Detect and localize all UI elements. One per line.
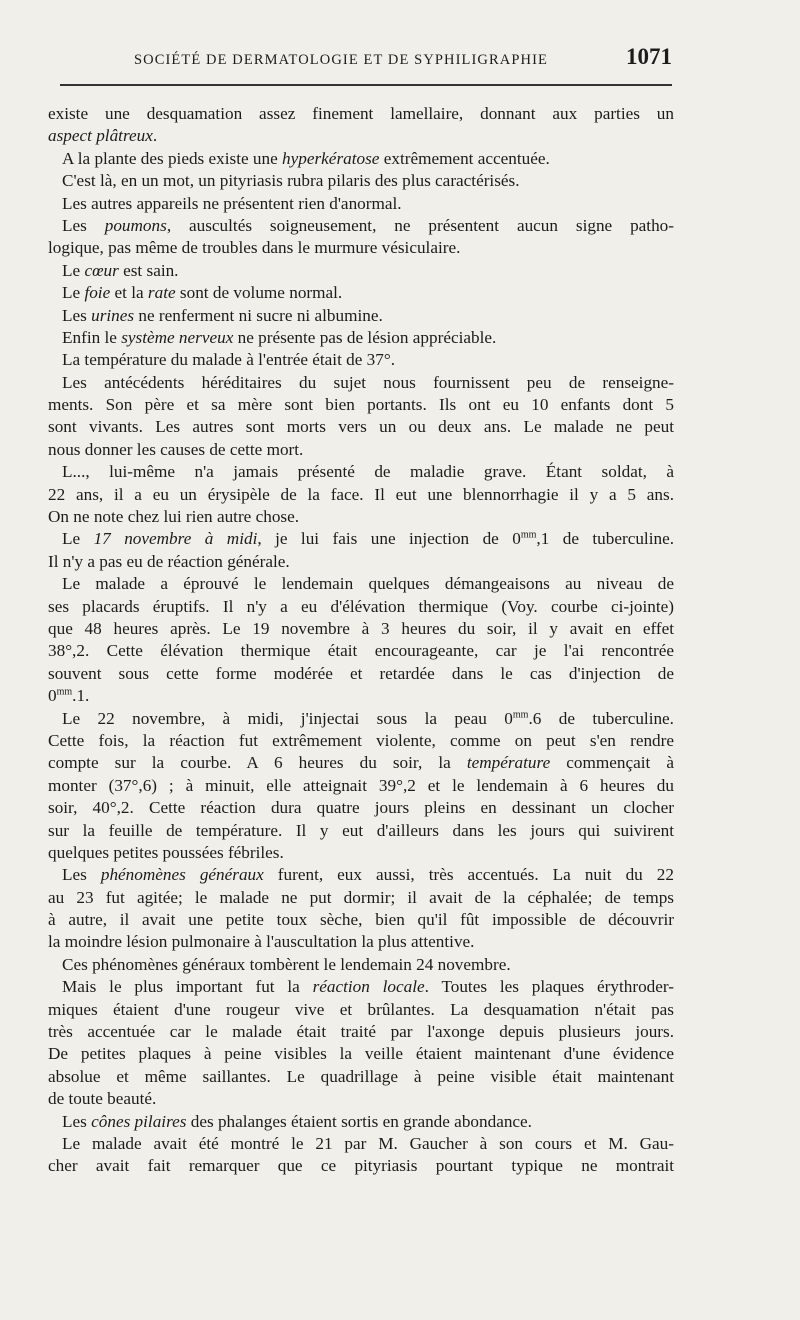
text-line	[48, 887, 674, 909]
text-segment: Les	[62, 305, 92, 325]
text-segment: soir, 40°,2. Cette réaction dura quatre jours pleins en dessinant un clocher	[48, 798, 674, 818]
text-segment: La température du malade à l'entrée était de 37°.	[62, 350, 396, 370]
text-segment: que 48 heures après. Le 19 novembre à 3 heures du soir, il y avait en effet	[48, 618, 674, 638]
text-segment: Le malade a éprouvé le lendemain quelques démangeaisons au niveau de	[62, 574, 674, 594]
italic-text: cônes pilaires	[91, 1111, 187, 1131]
text-segment: Les	[62, 865, 101, 885]
italic-text: réaction locale	[312, 977, 425, 997]
text-segment: Enfin le	[62, 327, 122, 347]
italic-text: hyperkératose	[282, 148, 380, 168]
text-segment: Le	[62, 260, 85, 280]
text-segment: De petites plaques à peine visibles la veille étaient maintenant d'une évidence	[48, 1044, 674, 1064]
text-segment: 38°,2. Cette élévation thermique était encourageante, car je l'ai rencontrée	[48, 641, 674, 661]
text-segment: Le	[62, 529, 94, 549]
text-segment: ments. Son père et sa mère sont bien portants. Ils ont eu 10 enfants dont 5	[48, 395, 674, 415]
text-line	[48, 461, 674, 483]
text-segment: L..., lui-même n'a jamais présenté de maladie grave. Étant soldat, à	[62, 462, 674, 482]
text-line	[48, 1155, 674, 1177]
text-line	[48, 372, 674, 394]
text-line	[48, 1111, 674, 1133]
text-segment: est sain.	[118, 260, 179, 280]
text-line	[48, 1088, 674, 1110]
text-line	[48, 148, 674, 170]
superscript-text: mm	[56, 686, 73, 698]
italic-text: foie	[84, 283, 111, 303]
text-line	[48, 842, 674, 864]
text-line	[48, 864, 674, 886]
text-line	[48, 999, 674, 1021]
text-line	[48, 708, 674, 730]
text-segment: .6 de tuberculine.	[528, 708, 674, 728]
text-segment: ne renferment ni sucre ni albumine.	[134, 305, 383, 325]
text-segment: miques étaient d'une rougeur vive et brûlantes. La desquamation n'était pas	[48, 999, 674, 1019]
text-line	[48, 215, 674, 237]
text-segment: compte sur la courbe. A 6 heures du soir, la	[48, 753, 467, 773]
text-line	[48, 663, 674, 685]
text-line	[48, 1043, 674, 1065]
text-segment: A la plante des pieds existe une	[62, 148, 283, 168]
text-segment: absolue et même saillantes. Le quadrillage à peine visible était maintenant	[48, 1066, 674, 1086]
text-segment: ne présente pas de lésion appréciable.	[233, 327, 497, 347]
text-segment: , je lui fais une injection de 0	[257, 529, 521, 549]
text-segment: Le malade avait été montré le 21 par M. Gaucher à son cours et M. Gau-	[62, 1133, 674, 1153]
text-segment: sur la feuille de température. Il y eut d'ailleurs dans les jours qui suivirent	[48, 820, 674, 840]
text-segment: On ne note chez lui rien autre chose.	[48, 507, 300, 527]
text-line	[48, 909, 674, 931]
text-segment: Mais le plus important fut la	[62, 977, 313, 997]
text-line	[48, 775, 674, 797]
text-segment: quelques petites poussées fébriles.	[48, 842, 284, 862]
page-number: 1071	[626, 44, 672, 69]
italic-text: urines	[91, 305, 135, 325]
text-segment: à autre, il avait une petite toux sèche, bien qu'il fût impossible de découvrir	[48, 910, 674, 930]
text-segment: furent, eux aussi, très accentués. La nuit du 22	[263, 865, 674, 885]
text-line	[48, 685, 674, 707]
text-segment: 22 ans, il a eu un érysipèle de la face. Il eut une blennorrhagie il y a 5 ans.	[48, 484, 674, 504]
text-line	[48, 931, 674, 953]
running-title: SOCIÉTÉ DE DERMATOLOGIE ET DE SYPHILIGRAPHIE	[134, 52, 548, 68]
text-segment: des phalanges étaient sortis en grande abondance.	[186, 1111, 532, 1131]
text-line	[48, 954, 674, 976]
text-segment: , auscultés soigneusement, ne présentent aucun signe patho-	[166, 215, 674, 235]
italic-text: 17 novembre à midi	[93, 529, 258, 549]
text-line	[48, 260, 674, 282]
text-line	[48, 103, 674, 125]
text-line	[48, 349, 674, 371]
page-header	[60, 44, 672, 78]
text-segment: cher avait fait remarquer que ce pityriasis pourtant typique ne montrait	[48, 1156, 674, 1176]
text-line	[48, 305, 674, 327]
text-segment: nous donner les causes de cette mort.	[48, 439, 304, 459]
text-line	[48, 528, 674, 550]
text-line	[48, 1133, 674, 1155]
text-line	[48, 1066, 674, 1088]
text-segment: .	[152, 126, 158, 146]
text-segment: commençait à	[550, 753, 674, 773]
text-segment: et la	[110, 283, 148, 303]
body-text	[48, 103, 674, 1178]
text-line	[48, 797, 674, 819]
text-segment: ses placards éruptifs. Il n'y a eu d'élévation thermique (Voy. courbe ci-jointe)	[48, 596, 674, 616]
italic-text: rate	[147, 283, 176, 303]
text-line	[48, 752, 674, 774]
text-segment: Les	[62, 1111, 92, 1131]
text-segment: Le	[62, 283, 85, 303]
text-segment: Les autres appareils ne présentent rien d'anormal.	[62, 193, 402, 213]
italic-text: cœur	[84, 260, 119, 280]
text-segment: Le 22 novembre, à midi, j'injectai sous la peau 0	[62, 708, 513, 728]
text-line	[48, 976, 674, 998]
text-line	[48, 573, 674, 595]
italic-text: phénomènes généraux	[100, 865, 264, 885]
text-line	[48, 596, 674, 618]
text-segment: souvent sous cette forme modérée et retardée dans le cas d'injection de	[48, 663, 674, 683]
text-segment: . Toutes les plaques érythroder-	[424, 977, 674, 997]
text-segment: monter (37°,6) ; à minuit, elle atteignait 39°,2 et le lendemain à 6 heures du	[48, 775, 674, 795]
text-line	[48, 1021, 674, 1043]
italic-text: poumons	[104, 215, 167, 235]
italic-text: température	[466, 753, 551, 773]
text-line	[48, 730, 674, 752]
text-segment: la moindre lésion pulmonaire à l'auscultation la plus attentive.	[48, 932, 475, 952]
italic-text: aspect plâtreux	[48, 126, 153, 146]
text-segment: C'est là, en un mot, un pityriasis rubra pilaris des plus caractérisés.	[62, 171, 520, 191]
text-segment: 0	[48, 686, 57, 706]
text-line	[48, 618, 674, 640]
text-line	[48, 125, 674, 147]
text-segment: extrêmement accentuée.	[379, 148, 550, 168]
text-segment: Les	[62, 215, 105, 235]
text-segment: Les antécédents héréditaires du sujet nous fournissent peu de renseigne-	[62, 372, 674, 392]
text-segment: .1.	[72, 686, 90, 706]
text-segment: sont de volume normal.	[175, 283, 343, 303]
text-line	[48, 506, 674, 528]
text-line	[48, 394, 674, 416]
text-segment: Cette fois, la réaction fut extrêmement violente, comme on peut s'en rendre	[48, 730, 674, 750]
text-segment: ,1 de tuberculine.	[536, 529, 674, 549]
superscript-text: mm	[520, 529, 537, 541]
text-line	[48, 551, 674, 573]
text-segment: de toute beauté.	[48, 1089, 157, 1109]
text-segment: Il n'y a pas eu de réaction générale.	[48, 551, 290, 571]
text-segment: au 23 fut agitée; le malade ne put dormir; il avait de la céphalée; de temps	[48, 887, 674, 907]
text-line	[48, 237, 674, 259]
text-line	[48, 439, 674, 461]
superscript-text: mm	[512, 708, 529, 720]
text-segment: très accentuée car le malade était traité par l'axonge depuis plusieurs jours.	[48, 1022, 674, 1042]
text-line	[48, 820, 674, 842]
text-segment: logique, pas même de troubles dans le murmure vésiculaire.	[48, 238, 461, 258]
text-line	[48, 416, 674, 438]
text-segment: sont vivants. Les autres sont morts vers un ou deux ans. Le malade ne peut	[48, 417, 674, 437]
text-line	[48, 327, 674, 349]
text-line	[48, 170, 674, 192]
text-line	[48, 640, 674, 662]
text-line	[48, 484, 674, 506]
text-line	[48, 193, 674, 215]
text-segment: existe une desquamation assez finement lamellaire, donnant aux parties un	[48, 104, 674, 123]
text-line	[48, 282, 674, 304]
text-segment: Ces phénomènes généraux tombèrent le lendemain 24 novembre.	[62, 954, 511, 974]
header-rule	[60, 84, 672, 86]
italic-text: système nerveux	[121, 327, 234, 347]
